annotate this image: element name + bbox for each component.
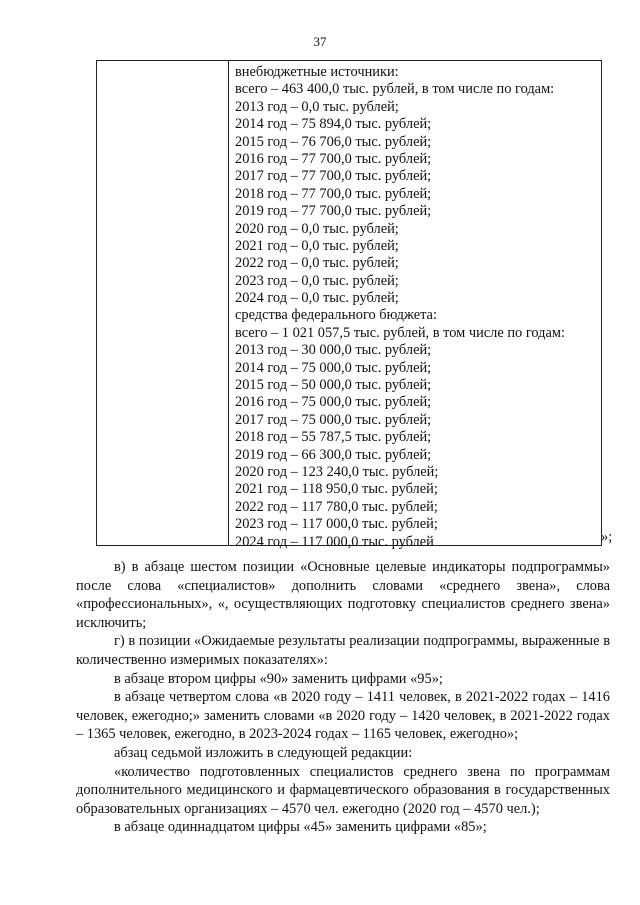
table-line: 2015 год – 50 000,0 тыс. рублей; — [235, 377, 432, 394]
table-line: 2017 год – 77 700,0 тыс. рублей; — [235, 168, 432, 185]
table-line: средства федерального бюджета: — [235, 307, 437, 324]
paragraph-new-wording: «количество подготовленных специалистов среднего звена по программам дополнительного медицинского и фармацевтического образования в государственных образовательных организациях – 4570 чел. ежегодно (2020 год – 4570 чел.); — [76, 763, 610, 817]
table-line: 2024 год – 0,0 тыс. рублей; — [235, 290, 399, 307]
table-line: 2017 год – 75 000,0 тыс. рублей; — [235, 411, 432, 428]
table-line: 2013 год – 30 000,0 тыс. рублей; — [235, 342, 432, 359]
table-line: 2013 год – 0,0 тыс. рублей; — [235, 98, 399, 115]
table-line: 2016 год – 77 700,0 тыс. рублей; — [235, 150, 432, 167]
table-line: 2019 год – 66 300,0 тыс. рублей; — [235, 446, 432, 463]
paragraph-seventh-item: абзац седьмой изложить в следующей редакции: — [114, 744, 413, 761]
table-line: 2020 год – 123 240,0 тыс. рублей; — [235, 463, 439, 480]
amendment-text — [76, 558, 610, 837]
table-line: 2014 год – 75 000,0 тыс. рублей; — [235, 359, 432, 376]
paragraph-g: г) в позиции «Ожидаемые результаты реализации подпрограммы, выраженные в количественно измеримых показателях»: — [76, 633, 610, 668]
table-line: 2024 год – 117 000,0 тыс. рублей — [235, 533, 434, 550]
table-line: 2016 год – 75 000,0 тыс. рублей; — [235, 394, 432, 411]
paragraph-second-item: в абзаце втором цифры «90» заменить цифрами «95»; — [114, 670, 443, 687]
financing-cell — [235, 64, 597, 551]
paragraph-v: в) в абзаце шестом позиции «Основные целевые индикаторы подпрограммы» после слова «специалистов» дополнить словами «среднего звена», слова «профессиональных», «, осуществляющих подготовку специалистов среднего звена» исключить; — [76, 559, 610, 631]
table-line: 2018 год – 55 787,5 тыс. рублей; — [235, 429, 432, 446]
table-line: 2015 год – 76 706,0 тыс. рублей; — [235, 133, 432, 150]
financing-table — [96, 60, 602, 550]
table-line: 2020 год – 0,0 тыс. рублей; — [235, 220, 399, 237]
paragraph-fourth-item: в абзаце четвертом слова «в 2020 году – 1411 человек, в 2021-2022 годах – 1416 человек, ежегодно;» заменить словами «в 2020 году – 1420 человек, в 2021-2022 годах – 1365 человек, ежегодно, в 2023-2024 годах – 1165 человек, ежегодно»; — [76, 689, 610, 743]
table-line: 2021 год – 118 950,0 тыс. рублей; — [235, 481, 438, 498]
table-line: 2018 год – 77 700,0 тыс. рублей; — [235, 185, 432, 202]
column-divider — [228, 61, 229, 545]
closing-quote: »; — [601, 529, 613, 545]
table-line: 2023 год – 0,0 тыс. рублей; — [235, 272, 399, 289]
table-line: 2014 год – 75 894,0 тыс. рублей; — [235, 116, 432, 133]
paragraph-eleventh-item: в абзаце одиннадцатом цифры «45» заменить цифрами «85»; — [114, 819, 487, 836]
table-line: 2023 год – 117 000,0 тыс. рублей; — [235, 516, 438, 533]
table-line: 2021 год – 0,0 тыс. рублей; — [235, 237, 399, 254]
table-line: 2022 год – 117 780,0 тыс. рублей; — [235, 498, 438, 515]
table-line: 2019 год – 77 700,0 тыс. рублей; — [235, 203, 432, 220]
table-line: всего – 1 021 057,5 тыс. рублей, в том числе по годам: — [235, 324, 565, 341]
table-line: 2022 год – 0,0 тыс. рублей; — [235, 255, 399, 272]
table-line: внебюджетные источники: — [235, 64, 399, 80]
table-line: всего – 463 400,0 тыс. рублей, в том числе по годам: — [235, 81, 555, 98]
page-number: 37 — [313, 34, 327, 49]
